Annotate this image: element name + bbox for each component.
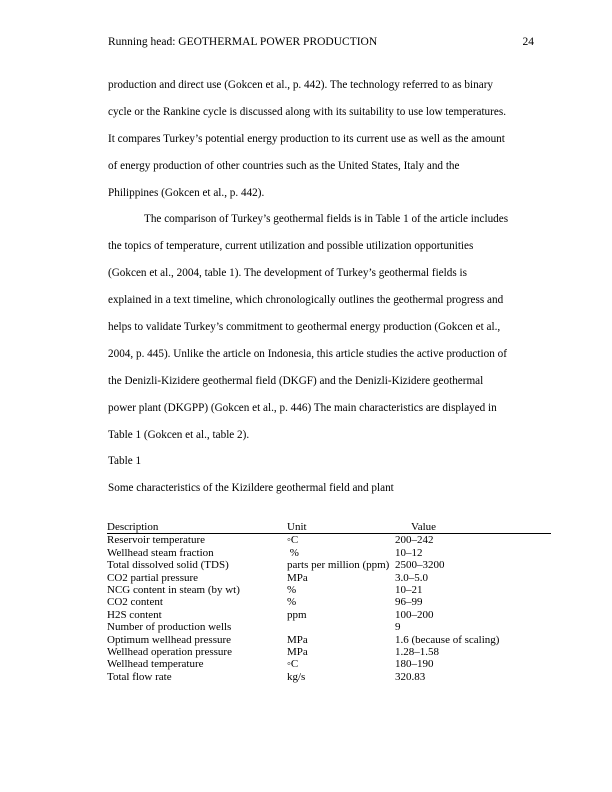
body-line: explained in a text timeline, which chronologically outlines the geothermal progress and [108, 294, 504, 307]
cell-value: 1.28–1.58 [395, 646, 439, 659]
cell-description: Wellhead operation pressure [107, 646, 232, 659]
body-line: (Gokcen et al., 2004, table 1). The development of Turkey’s geothermal fields is [108, 267, 467, 280]
cell-value: 96–99 [395, 596, 423, 609]
cell-unit: ◦C [287, 534, 299, 547]
body-line: Table 1 (Gokcen et al., table 2). [108, 428, 250, 441]
table-row [107, 572, 551, 584]
header-unit: Unit [287, 521, 395, 534]
cell-description: CO2 partial pressure [107, 571, 199, 584]
body-line: the Denizli-Kizidere geothermal field (DKGF) and the Denizli-Kizidere geothermal [108, 374, 484, 387]
body-line: power plant (DKGPP) (Gokcen et al., p. 446) The main characteristics are displayed in [108, 401, 497, 414]
cell-value: 2500–3200 [395, 559, 445, 572]
cell-unit: MPa [287, 571, 308, 584]
cell-unit [287, 621, 395, 633]
cell-unit: ◦C [287, 658, 299, 671]
table-row [107, 634, 551, 646]
characteristics-table [107, 521, 551, 683]
table-caption: Some characteristics of the Kizildere geothermal field and plant [108, 482, 394, 495]
cell-description: NCG content in steam (by wt) [107, 584, 240, 597]
table-row [107, 658, 551, 670]
table-row [107, 671, 551, 683]
table-row [107, 547, 551, 559]
body-line: of energy production of other countries such as the United States, Italy and the [108, 159, 460, 172]
table-row [107, 559, 551, 571]
body-line: the topics of temperature, current utilization and possible utilization opportunities [108, 240, 474, 253]
cell-unit: kg/s [287, 670, 306, 683]
table-row [107, 621, 551, 633]
running-head: Running head: GEOTHERMAL POWER PRODUCTION [108, 36, 378, 48]
cell-description: Total dissolved solid (TDS) [107, 559, 229, 572]
table-row [107, 646, 551, 658]
table-label: Table 1 [108, 455, 142, 468]
body-line: The comparison of Turkey’s geothermal fields is in Table 1 of the article includes [144, 213, 509, 226]
cell-value: 10–21 [395, 584, 423, 597]
table-header-row [107, 521, 551, 534]
table-row [107, 584, 551, 596]
header-description: Description [107, 521, 287, 534]
table-row [107, 596, 551, 608]
cell-description: Wellhead temperature [107, 658, 204, 671]
page-header [108, 36, 534, 48]
cell-value: 320.83 [395, 670, 426, 683]
cell-unit: parts per million (ppm) [287, 559, 390, 572]
cell-value: 200–242 [395, 534, 434, 547]
body-line: production and direct use (Gokcen et al., p. 442). The technology referred to as binary [108, 79, 494, 91]
cell-unit: % [287, 596, 297, 609]
cell-unit: % [287, 584, 297, 597]
body-line: Philippines (Gokcen et al., p. 442). [108, 186, 265, 199]
cell-value: 180–190 [395, 658, 434, 671]
cell-value: 1.6 (because of scaling) [395, 633, 500, 646]
cell-unit: % [287, 546, 299, 559]
cell-unit: MPa [287, 633, 308, 646]
header-value: Value [395, 521, 551, 534]
cell-description: CO2 content [107, 596, 163, 609]
body-line: cycle or the Rankine cycle is discussed along with its suitability to use low temperatures. [108, 105, 506, 118]
cell-value: 10–12 [395, 546, 423, 559]
table-row [107, 534, 551, 547]
cell-description: Wellhead steam fraction [107, 546, 214, 559]
cell-description: Number of production wells [107, 621, 232, 634]
cell-value: 3.0–5.0 [395, 571, 428, 584]
cell-description: Reservoir temperature [107, 534, 206, 547]
body-line: It compares Turkey’s potential energy production to its current use as well as the amount [108, 132, 505, 145]
body-line: 2004, p. 445). Unlike the article on Indonesia, this article studies the active production of [108, 347, 507, 360]
cell-description: H2S content [107, 608, 162, 621]
cell-unit: MPa [287, 646, 308, 659]
body-text [108, 72, 534, 502]
page-number: 24 [522, 36, 534, 48]
cell-description: Total flow rate [107, 670, 172, 683]
table-row [107, 609, 551, 621]
cell-value: 100–200 [395, 608, 434, 621]
cell-description: Optimum wellhead pressure [107, 633, 232, 646]
body-line: helps to validate Turkey’s commitment to geothermal energy production (Gokcen et al., [108, 321, 501, 334]
cell-unit: ppm [287, 608, 307, 621]
cell-value: 9 [395, 621, 401, 634]
